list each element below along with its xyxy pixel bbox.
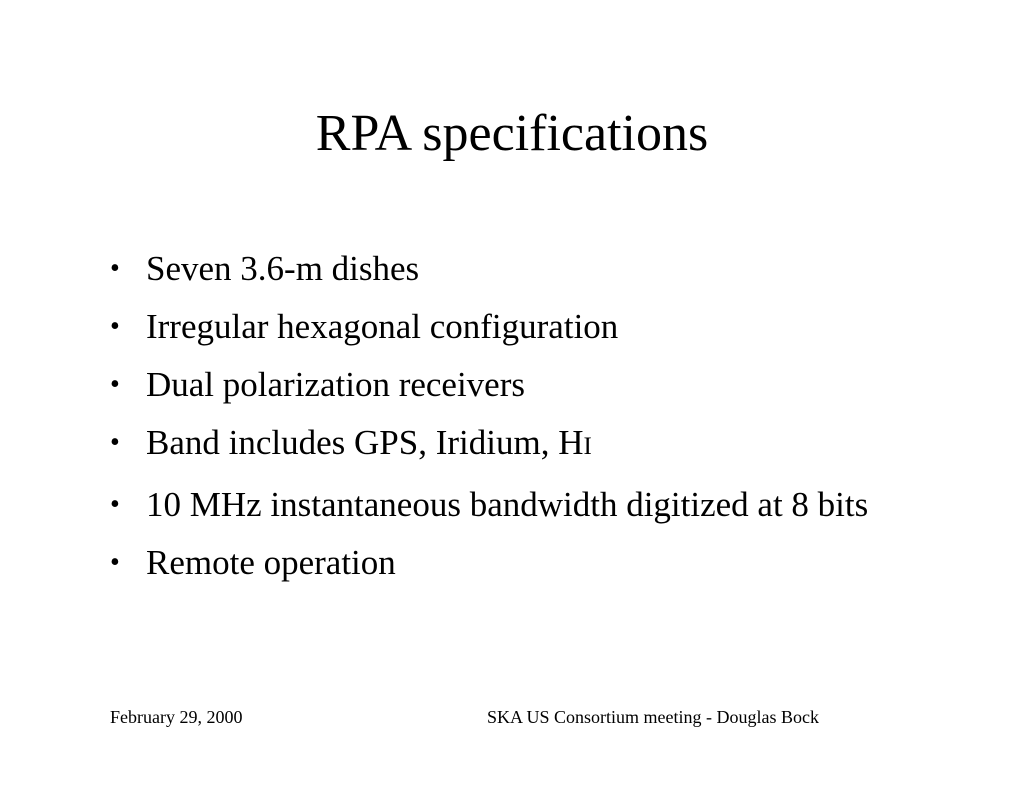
bullet-icon: • — [110, 489, 120, 520]
footer-credit: SKA US Consortium meeting - Douglas Bock — [487, 707, 819, 727]
slide-title: RPA specifications — [315, 105, 709, 162]
bullet-text: Irregular hexagonal configuration — [146, 307, 619, 346]
bullet-item — [110, 482, 910, 527]
bullet-icon: • — [110, 369, 120, 400]
bullet-text: Dual polarization receivers — [146, 365, 525, 404]
footer-date: February 29, 2000 — [110, 707, 243, 727]
bullet-icon: • — [110, 427, 120, 458]
bullet-item — [110, 246, 910, 291]
bullet-icon: • — [110, 311, 120, 342]
bullet-text: Remote operation — [146, 543, 396, 582]
bullet-text-suffix: I — [583, 433, 592, 460]
bullet-text: Seven 3.6-m dishes — [146, 249, 420, 288]
bullet-item — [110, 420, 910, 469]
bullet-icon: • — [110, 547, 120, 578]
bullet-item — [110, 304, 910, 349]
bullet-list — [110, 246, 910, 598]
bullet-text: Band includes GPS, Iridium, H — [146, 423, 584, 462]
bullet-item — [110, 540, 910, 585]
bullet-icon: • — [110, 253, 120, 284]
bullet-text: 10 MHz instantaneous bandwidth digitized at 8 bits — [146, 485, 869, 524]
bullet-item — [110, 362, 910, 407]
